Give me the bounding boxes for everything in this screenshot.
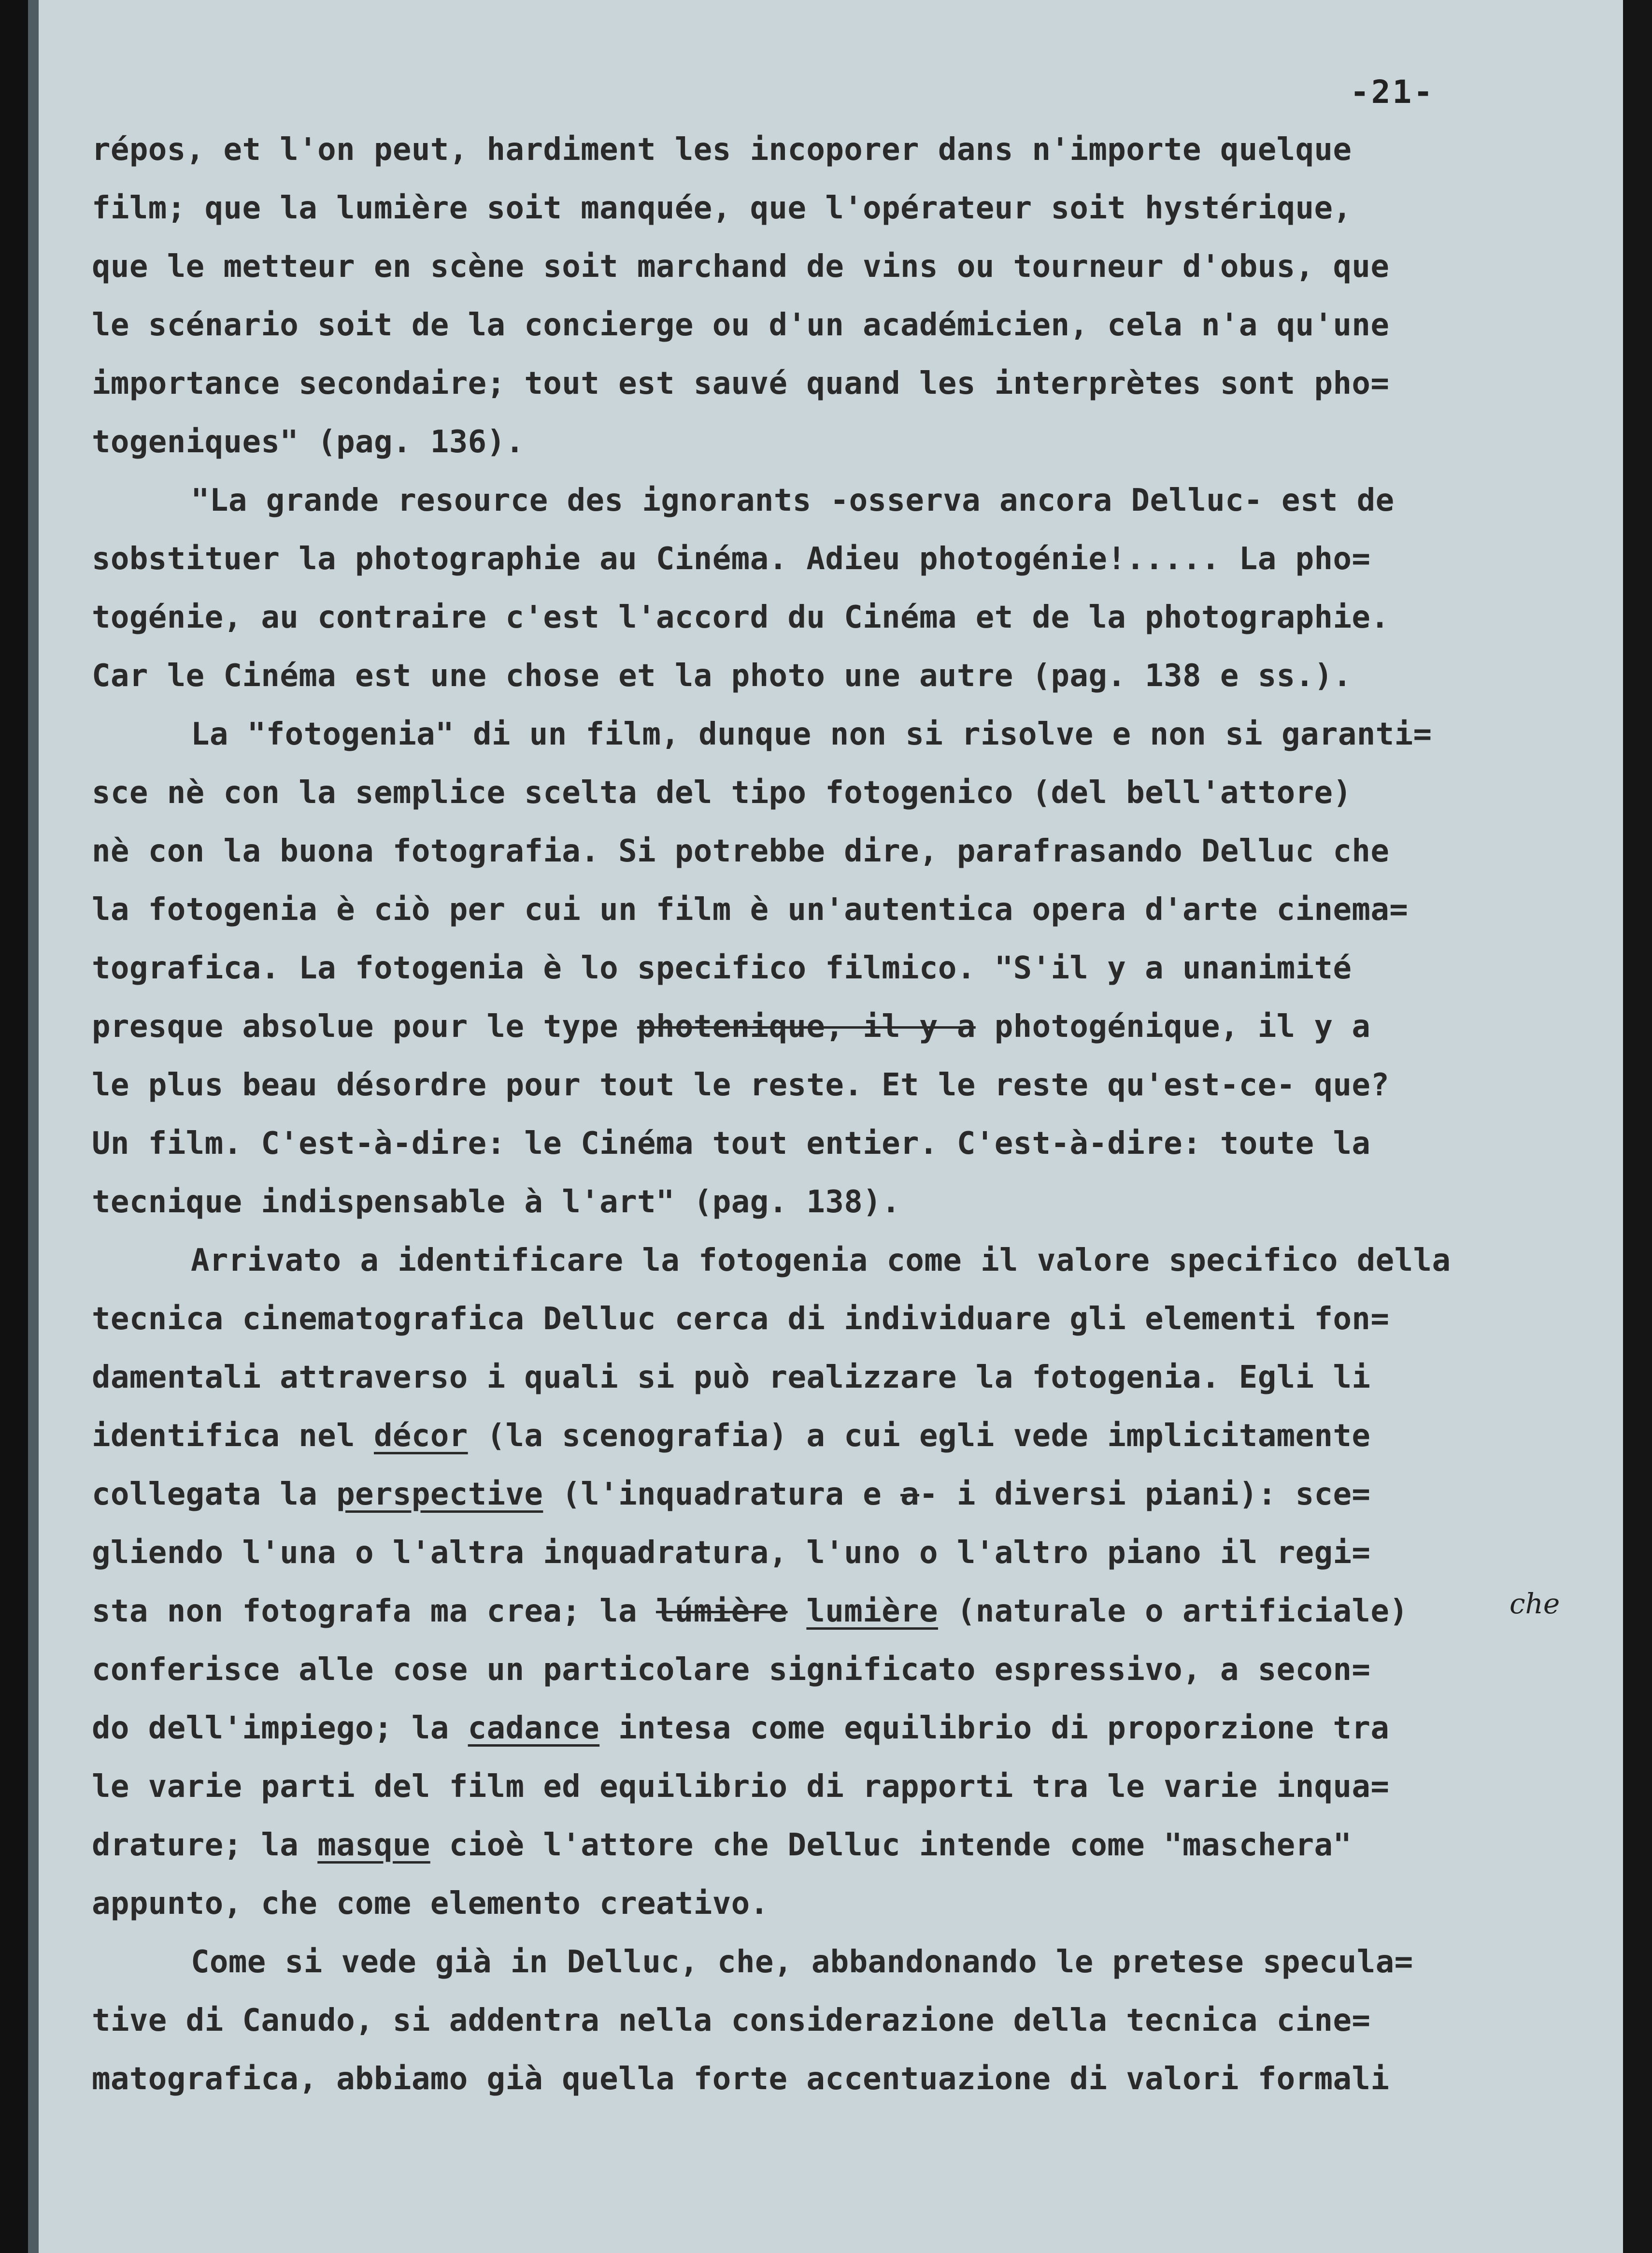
text-line: film; que la lumière soit manquée, que l'opérateur soit hystérique, xyxy=(92,190,1352,226)
text-line xyxy=(92,1407,1517,1465)
page-edge xyxy=(28,0,39,2253)
text-line: le plus beau désordre pour tout le reste. Et le reste qu'est-ce- que? xyxy=(92,1067,1390,1103)
text-segment: identifica nel xyxy=(92,1418,374,1454)
handwritten-margin-note: che xyxy=(1510,1587,1560,1620)
text-line xyxy=(92,1582,1517,1641)
text-line: répos, et l'on peut, hardiment les incoporer dans n'importe quelque xyxy=(92,132,1352,168)
underlined-term: perspective xyxy=(336,1477,543,1512)
text-segment: sta non fotografa ma crea; la xyxy=(92,1593,656,1629)
page-number: -21- xyxy=(1350,73,1435,111)
text-line: le varie parti del film ed equilibrio di rapporti tra le varie inqua= xyxy=(92,1769,1390,1805)
text-segment: (la scenografia) a cui egli vede implicitamente xyxy=(468,1418,1371,1454)
text-line: sce nè con la semplice scelta del tipo fotogenico (del bell'attore) xyxy=(92,775,1352,811)
text-line xyxy=(92,998,1517,1056)
typed-text-body xyxy=(92,121,1517,2109)
text-segment: drature; la xyxy=(92,1827,318,1863)
text-line: tografica. La fotogenia è lo specifico filmico. "S'il y a unanimité xyxy=(92,950,1352,986)
underlined-term: lumière xyxy=(806,1593,938,1629)
text-line xyxy=(92,1465,1517,1524)
text-line: tecnique indispensable à l'art" (pag. 138). xyxy=(92,1184,901,1220)
text-line: sobstituer la photographie au Cinéma. Adieu photogénie!..... La pho= xyxy=(92,541,1371,577)
text-segment: - i diversi piani): sce= xyxy=(919,1477,1371,1512)
text-line: Un film. C'est-à-dire: le Cinéma tout entier. C'est-à-dire: toute la xyxy=(92,1126,1371,1162)
text-line: damentali attraverso i quali si può realizzare la fotogenia. Egli li xyxy=(92,1360,1371,1395)
underlined-term: cadance xyxy=(468,1710,600,1746)
underlined-term: masque xyxy=(317,1827,430,1863)
text-line xyxy=(92,1699,1517,1758)
text-line: nè con la buona fotografia. Si potrebbe dire, parafrasando Delluc che xyxy=(92,833,1390,869)
text-segment: collegata la xyxy=(92,1477,337,1512)
text-segment: (naturale o artificiale) xyxy=(938,1593,1409,1629)
text-line: gliendo l'una o l'altra inquadratura, l'uno o l'altro piano il regi= xyxy=(92,1535,1371,1571)
text-line: togénie, au contraire c'est l'accord du Cinéma et de la photographie. xyxy=(92,600,1390,635)
struck-text: a xyxy=(900,1477,919,1512)
text-segment: presque absolue pour le type xyxy=(92,1009,638,1045)
scan-border-right xyxy=(1623,0,1652,2253)
text-line: Come si vede già in Delluc, che, abbandonando le pretese specula= xyxy=(191,1944,1413,1980)
text-line: La "fotogenia" di un film, dunque non si risolve e non si garanti= xyxy=(191,717,1432,752)
struck-text: photenique, il y a xyxy=(637,1009,976,1045)
text-line: Car le Cinéma est une chose et la photo une autre (pag. 138 e ss.). xyxy=(92,658,1352,694)
text-segment xyxy=(787,1593,806,1629)
text-line: la fotogenia è ciò per cui un film è un'autentica opera d'arte cinema= xyxy=(92,892,1409,928)
text-line: Arrivato a identificare la fotogenia come il valore specifico della xyxy=(191,1243,1451,1278)
text-segment: (l'inquadratura e xyxy=(543,1477,901,1512)
scan-border-left xyxy=(0,0,30,2253)
text-line: tive di Canudo, si addentra nella considerazione della tecnica cine= xyxy=(92,2003,1371,2038)
text-line: matografica, abbiamo già quella forte accentuazione di valori formali xyxy=(92,2061,1390,2097)
text-line: appunto, che come elemento creativo. xyxy=(92,1886,769,1922)
underlined-term: décor xyxy=(373,1418,468,1454)
text-line: togeniques" (pag. 136). xyxy=(92,424,525,460)
text-line xyxy=(92,1816,1517,1875)
struck-text: lúmière xyxy=(655,1593,788,1629)
text-segment: photogénique, il y a xyxy=(975,1009,1371,1045)
text-line: que le metteur en scène soit marchand de vins ou tourneur d'obus, que xyxy=(92,249,1390,285)
text-segment: do dell'impiego; la xyxy=(92,1710,468,1746)
text-line: conferisce alle cose un particolare significato espressivo, a secon= xyxy=(92,1652,1371,1688)
text-line: "La grande resource des ignorants -osserva ancora Delluc- est de xyxy=(191,483,1395,518)
text-line: importance secondaire; tout est sauvé quand les interprètes sont pho= xyxy=(92,366,1390,402)
text-segment: intesa come equilibrio di proporzione tra xyxy=(599,1710,1390,1746)
text-line: le scénario soit de la concierge ou d'un académicien, cela n'a qu'une xyxy=(92,307,1390,343)
text-line: tecnica cinematografica Delluc cerca di individuare gli elementi fon= xyxy=(92,1301,1390,1337)
text-segment: cioè l'attore che Delluc intende come "maschera" xyxy=(430,1827,1352,1863)
